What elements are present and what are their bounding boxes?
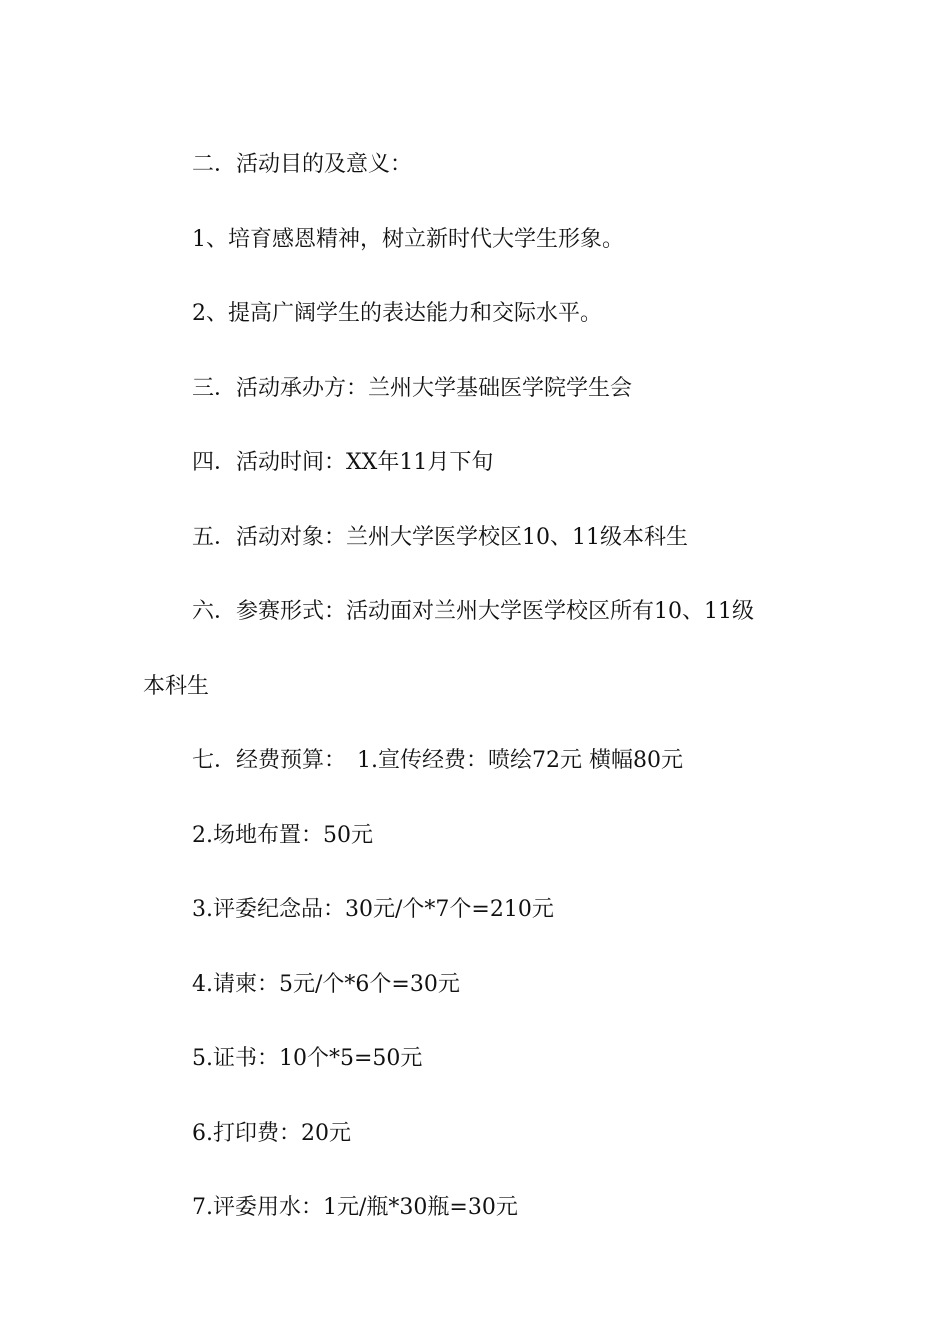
- section-format-continued: 本科生: [143, 673, 210, 699]
- budget-item-invitations: 4.请柬：5元/个*6个=30元: [192, 971, 460, 997]
- section-participants: 五．活动对象：兰州大学医学校区10、11级本科生: [192, 524, 688, 550]
- purpose-item-1: 1、培育感恩精神，树立新时代大学生形象。: [192, 226, 624, 252]
- section-heading-purpose: 二．活动目的及意义：: [192, 152, 413, 177]
- purpose-item-2: 2、提高广阔学生的表达能力和交际水平。: [192, 301, 602, 326]
- section-budget: 七．经费预算： 1.宣传经费：喷绘72元 横幅80元: [192, 748, 683, 773]
- budget-item-judge-gifts: 3.评委纪念品：30元/个*7个=210元: [192, 897, 554, 922]
- section-time: 四．活动时间：XX年11月下旬: [192, 450, 494, 475]
- budget-item-printing: 6.打印费：20元: [192, 1120, 351, 1146]
- budget-item-judge-water: 7.评委用水：1元/瓶*30瓶=30元: [192, 1195, 518, 1220]
- document-body: [143, 128, 823, 1246]
- section-format: 六．参赛形式：活动面对兰州大学医学校区所有10、11级: [192, 599, 754, 624]
- budget-item-venue: 2.场地布置：50元: [192, 822, 373, 848]
- section-organizer: 三．活动承办方：兰州大学基础医学院学生会: [192, 375, 633, 401]
- budget-item-certificates: 5.证书：10个*5=50元: [192, 1046, 423, 1071]
